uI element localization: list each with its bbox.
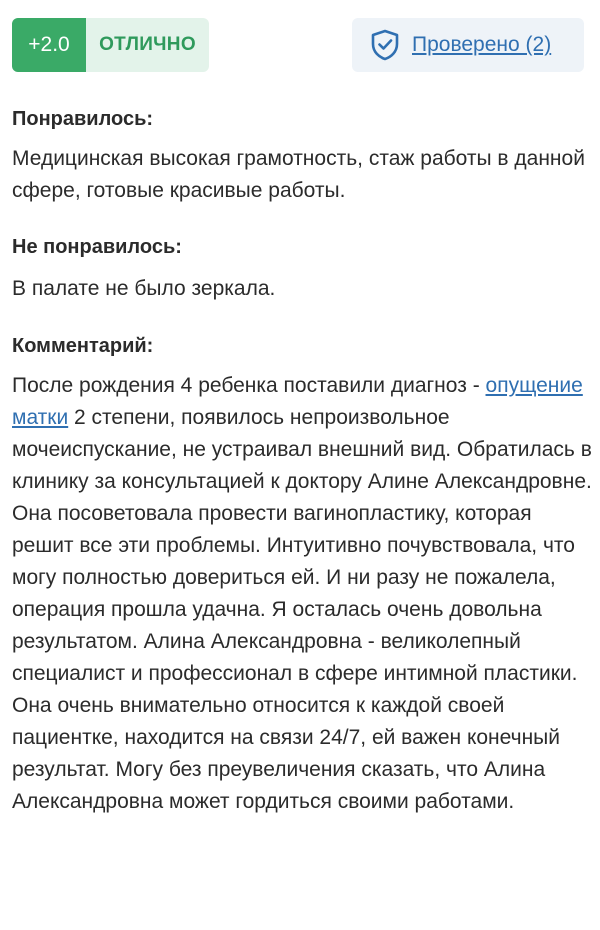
rating-label: ОТЛИЧНО (86, 18, 209, 72)
shield-check-icon (370, 29, 400, 61)
disliked-title: Не понравилось: (12, 236, 182, 258)
review-header (12, 18, 584, 72)
liked-title: Понравилось: (12, 108, 154, 130)
comment-text-after: 2 степени, появилось непроизвольное мочеиспускание, не устраивал внешний вид. Обратилась в клинику за консультацией к доктору Алине Александровне. Она посоветовала провести вагинопластику, которая решит все эти проблемы. Интуитивно почувствовала, что могу полностью довериться ей. И ни разу не пожалела, операция прошла удачна. Я осталась очень довольна результатом. Алина Александровна - великолепный специалист и профессионал в сфере интимной пластики. Она очень внимательно относится к каждой своей пациентке, находится на связи 24/7, ей важен конечный результат. Могу без преувеличения сказать, что Алина Александровна может гордиться своими работами. (12, 406, 592, 813)
comment-text (12, 370, 592, 818)
verified-button[interactable] (352, 18, 584, 72)
comment-title: Комментарий: (12, 335, 154, 357)
verified-link[interactable]: Проверено (2) (412, 33, 552, 56)
rating-score: +2.0 (12, 18, 86, 72)
disliked-text: В палате не было зеркала. (12, 277, 276, 300)
liked-text: Медицинская высокая грамотность, стаж работы в данной сфере, готовые красивые работы. (12, 147, 585, 202)
comment-text-before: После рождения 4 ребенка поставили диагноз - (12, 374, 486, 397)
diagnosis-link[interactable]: опущение матки (12, 374, 583, 429)
rating-badge (12, 18, 209, 72)
